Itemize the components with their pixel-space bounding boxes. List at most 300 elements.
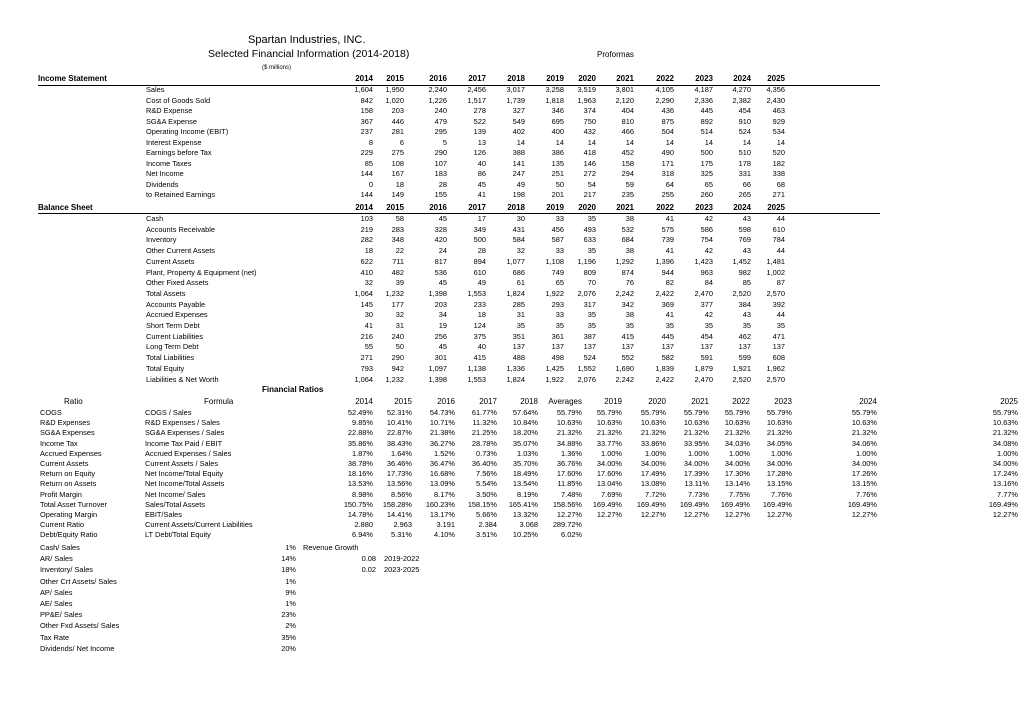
table-cell: 2,570 xyxy=(766,374,785,384)
ratio-projection: 12.27% xyxy=(992,510,1018,519)
ratio-value: 13.32% xyxy=(512,510,538,519)
ratio-year-header: 2014 xyxy=(355,397,373,406)
row-label: Total Liabilities xyxy=(146,353,195,363)
ratio-projection: 169.49% xyxy=(720,499,750,509)
ratio-projection: 1.00% xyxy=(997,448,1018,458)
ratio-average: 158.56% xyxy=(552,499,582,509)
table-cell: 41 xyxy=(665,214,674,223)
assumption-value: 14% xyxy=(281,554,296,564)
table-cell: 520 xyxy=(772,148,785,157)
table-cell: 137 xyxy=(738,342,751,352)
table-cell: 139 xyxy=(473,127,486,136)
table-cell: 35 xyxy=(742,321,751,330)
proformas-label: Proformas xyxy=(597,50,634,59)
table-cell: 293 xyxy=(551,299,564,309)
ratio-projection: 7.77% xyxy=(997,489,1018,499)
table-cell: 361 xyxy=(551,331,564,341)
table-cell: 8 xyxy=(368,137,373,147)
ratio-name: Accrued Expenses xyxy=(40,448,102,458)
assumption-value: 1% xyxy=(285,543,296,552)
table-cell: 377 xyxy=(700,299,713,309)
table-cell: 43 xyxy=(742,246,751,256)
ratio-projection: 21.32% xyxy=(992,428,1018,438)
year-header: 2021 xyxy=(616,74,634,83)
ratio-formula: Net Income/ Sales xyxy=(145,489,206,499)
table-cell: 1,962 xyxy=(766,363,785,373)
table-cell: 175 xyxy=(700,158,713,168)
table-cell: 58 xyxy=(395,214,404,223)
table-cell: 695 xyxy=(551,116,564,126)
table-cell: 4,270 xyxy=(732,85,751,94)
table-cell: 126 xyxy=(473,148,486,157)
table-cell: 1,922 xyxy=(545,288,564,298)
table-cell: 70 xyxy=(587,278,596,288)
table-cell: 32 xyxy=(364,278,373,288)
income-statement-label: Income Statement xyxy=(38,74,107,83)
table-cell: 875 xyxy=(661,116,674,126)
assumption-label: Tax Rate xyxy=(40,632,70,642)
ratio-name: Income Tax xyxy=(40,438,78,448)
year-header: 2016 xyxy=(429,203,447,212)
table-cell: 534 xyxy=(772,127,785,136)
assumption-label: Inventory/ Sales xyxy=(40,565,93,575)
row-label: Earnings before Tax xyxy=(146,148,212,157)
ratio-value: 35.07% xyxy=(512,438,538,448)
table-cell: 14 xyxy=(587,137,596,147)
table-cell: 810 xyxy=(621,116,634,126)
table-cell: 1,232 xyxy=(385,288,404,298)
table-cell: 1,020 xyxy=(385,95,404,105)
table-cell: 327 xyxy=(512,106,525,115)
table-cell: 137 xyxy=(551,342,564,352)
ratio-value: 13.56% xyxy=(386,479,412,489)
ratio-projection: 7.75% xyxy=(729,489,750,499)
table-cell: 61 xyxy=(516,278,525,288)
table-cell: 418 xyxy=(583,148,596,157)
table-cell: 137 xyxy=(700,342,713,352)
table-cell: 233 xyxy=(473,299,486,309)
row-label: Current Liabilities xyxy=(146,331,204,341)
table-cell: 784 xyxy=(772,235,785,245)
table-cell: 85 xyxy=(742,278,751,288)
ratio-projection: 34.00% xyxy=(992,459,1018,468)
row-label: Operating Income (EBIT) xyxy=(146,127,229,136)
ratio-average: 55.79% xyxy=(556,408,582,417)
table-cell: 38 xyxy=(625,246,634,256)
table-cell: 454 xyxy=(700,331,713,341)
table-cell: 809 xyxy=(583,267,596,277)
year-header: 2025 xyxy=(767,74,785,83)
table-cell: 552 xyxy=(621,353,634,363)
ratio-value: 38.78% xyxy=(347,459,373,468)
ratio-value: 5.31% xyxy=(391,530,412,540)
ratio-projection: 169.49% xyxy=(679,499,709,509)
row-label: Income Taxes xyxy=(146,158,192,168)
table-cell: 182 xyxy=(772,158,785,168)
table-cell: 137 xyxy=(661,342,674,352)
table-cell: 400 xyxy=(551,127,564,136)
year-header: 2015 xyxy=(386,203,404,212)
table-cell: 3,519 xyxy=(577,85,596,94)
table-cell: 45 xyxy=(438,342,447,352)
table-cell: 265 xyxy=(738,190,751,199)
table-cell: 1,064 xyxy=(354,374,373,384)
table-cell: 1,232 xyxy=(385,374,404,384)
table-cell: 2,422 xyxy=(655,288,674,298)
table-cell: 18 xyxy=(395,179,404,189)
table-cell: 331 xyxy=(738,169,751,178)
ratio-value: 22.88% xyxy=(347,428,373,438)
table-cell: 504 xyxy=(661,127,674,136)
ratio-projection: 21.32% xyxy=(724,428,750,438)
ratio-value: 1.87% xyxy=(352,448,373,458)
ratio-value: 21.38% xyxy=(429,428,455,438)
ratio-projection: 21.32% xyxy=(683,428,709,438)
table-cell: 1,452 xyxy=(732,256,751,266)
table-cell: 30 xyxy=(364,310,373,320)
table-cell: 318 xyxy=(661,169,674,178)
ratio-year-header: 2020 xyxy=(648,397,666,406)
table-cell: 1,425 xyxy=(545,363,564,373)
table-cell: 18 xyxy=(364,246,373,256)
ratio-value: 8.56% xyxy=(391,489,412,499)
table-cell: 14 xyxy=(625,137,634,147)
table-cell: 2,076 xyxy=(577,374,596,384)
table-cell: 1,553 xyxy=(467,374,486,384)
assumption-label: Dividends/ Net Income xyxy=(40,643,115,653)
ratio-value: 38.43% xyxy=(386,438,412,448)
table-cell: 1,824 xyxy=(506,288,525,298)
year-header: 2020 xyxy=(578,203,596,212)
table-cell: 256 xyxy=(434,331,447,341)
row-label: Accrued Expenses xyxy=(146,310,208,320)
row-label: Cash xyxy=(146,214,164,223)
table-cell: 317 xyxy=(583,299,596,309)
table-cell: 462 xyxy=(738,331,751,341)
table-cell: 445 xyxy=(700,106,713,115)
ratio-formula: R&D Expenses / Sales xyxy=(145,418,220,428)
table-cell: 44 xyxy=(776,310,785,320)
table-cell: 549 xyxy=(512,116,525,126)
ratio-projection: 169.49% xyxy=(847,499,877,509)
table-cell: 4,187 xyxy=(694,85,713,94)
table-cell: 892 xyxy=(700,116,713,126)
ratio-formula: SG&A Expenses / Sales xyxy=(145,428,225,438)
ratio-value: 8.98% xyxy=(352,489,373,499)
growth-rate: 0.02 xyxy=(361,565,376,575)
table-cell: 281 xyxy=(391,127,404,136)
averages-header: Averages xyxy=(548,397,582,406)
ratio-projection: 55.79% xyxy=(992,408,1018,417)
ratio-value: 21.25% xyxy=(471,428,497,438)
table-cell: 64 xyxy=(665,179,674,189)
table-cell: 32 xyxy=(516,246,525,256)
row-label: Cost of Goods Sold xyxy=(146,95,211,105)
ratio-projection: 13.11% xyxy=(684,479,709,489)
table-cell: 19 xyxy=(438,321,447,330)
row-label: Current Assets xyxy=(146,256,195,266)
table-cell: 50 xyxy=(555,179,564,189)
ratio-name: R&D Expenses xyxy=(40,418,91,428)
formula-col-header: Formula xyxy=(204,397,234,406)
table-cell: 482 xyxy=(391,267,404,277)
table-cell: 2,520 xyxy=(732,288,751,298)
ratio-average: 11.85% xyxy=(557,479,582,489)
table-cell: 76 xyxy=(625,278,634,288)
table-cell: 532 xyxy=(621,224,634,234)
ratio-projection: 34.00% xyxy=(724,459,750,468)
ratio-projection: 12.27% xyxy=(766,510,792,519)
assumption-label: AE/ Sales xyxy=(40,599,73,608)
table-cell: 14 xyxy=(742,137,751,147)
table-cell: 146 xyxy=(583,158,596,168)
assumption-value: 20% xyxy=(281,643,296,653)
ratio-name: Total Asset Turnover xyxy=(40,499,107,509)
table-cell: 217 xyxy=(583,190,596,199)
table-cell: 1,097 xyxy=(428,363,447,373)
table-cell: 24 xyxy=(438,246,447,256)
table-cell: 498 xyxy=(551,353,564,363)
ratio-year-header: 2024 xyxy=(859,397,877,406)
table-cell: 1,002 xyxy=(766,267,785,277)
table-cell: 108 xyxy=(391,158,404,168)
table-cell: 14 xyxy=(704,137,713,147)
row-label: Short Term Debt xyxy=(146,321,200,330)
table-cell: 754 xyxy=(700,235,713,245)
table-cell: 66 xyxy=(742,179,751,189)
table-cell: 31 xyxy=(516,310,525,320)
table-cell: 35 xyxy=(704,321,713,330)
ratio-projection: 17.26% xyxy=(851,469,877,479)
assumption-value: 1% xyxy=(285,576,296,586)
table-cell: 2,430 xyxy=(766,95,785,105)
growth-period: 2019-2022 xyxy=(384,554,420,563)
ratio-average: 34.88% xyxy=(556,438,582,448)
ratio-projection: 10.63% xyxy=(724,418,750,428)
table-cell: 34 xyxy=(438,310,447,320)
table-cell: 32 xyxy=(395,310,404,320)
table-cell: 295 xyxy=(434,127,447,136)
row-label: SG&A Expense xyxy=(146,116,197,126)
row-label: Other Fixed Assets xyxy=(146,278,209,288)
table-cell: 500 xyxy=(700,148,713,157)
ratio-average: 36.76% xyxy=(556,459,582,468)
ratio-value: 4.10% xyxy=(434,530,455,540)
ratio-value: 1.52% xyxy=(434,448,455,458)
table-cell: 137 xyxy=(772,342,785,352)
row-label: Sales xyxy=(146,85,165,94)
table-cell: 1,690 xyxy=(615,363,634,373)
ratio-formula: Net Income/Total Equity xyxy=(145,469,224,479)
table-cell: 410 xyxy=(360,267,373,277)
growth-rate: 0.08 xyxy=(361,554,376,563)
table-cell: 387 xyxy=(583,331,596,341)
table-cell: 1,064 xyxy=(354,288,373,298)
ratio-formula: Current Assets/Current Liabilities xyxy=(145,520,253,530)
table-cell: 35 xyxy=(587,214,596,223)
table-cell: 575 xyxy=(661,224,674,234)
table-cell: 35 xyxy=(587,321,596,330)
ratio-value: 13.53% xyxy=(347,479,373,489)
ratio-value: 35.70% xyxy=(512,459,538,468)
ratio-name: Profit Margin xyxy=(40,489,82,499)
table-cell: 610 xyxy=(772,224,785,234)
table-cell: 2,290 xyxy=(655,95,674,105)
table-cell: 944 xyxy=(661,267,674,277)
company-title: Spartan Industries, INC. xyxy=(248,34,366,46)
table-cell: 769 xyxy=(738,235,751,245)
table-cell: 171 xyxy=(661,158,674,168)
ratio-name: Current Assets xyxy=(40,459,89,468)
table-cell: 35 xyxy=(587,246,596,256)
year-header: 2015 xyxy=(386,74,404,83)
table-cell: 598 xyxy=(738,224,751,234)
table-cell: 749 xyxy=(551,267,564,277)
table-cell: 28 xyxy=(438,179,447,189)
table-cell: 1,481 xyxy=(766,256,785,266)
ratio-value: 52.49% xyxy=(347,408,373,417)
ratio-projection: 7.73% xyxy=(688,489,709,499)
table-cell: 2,382 xyxy=(732,95,751,105)
table-cell: 137 xyxy=(621,342,634,352)
table-cell: 1,879 xyxy=(694,363,713,373)
table-cell: 1,922 xyxy=(545,374,564,384)
table-cell: 2,240 xyxy=(428,85,447,94)
ratio-value: 5.54% xyxy=(476,479,497,489)
ratio-formula: Net Income/Total Assets xyxy=(145,479,225,489)
year-header: 2023 xyxy=(695,74,713,83)
assumption-label: AR/ Sales xyxy=(40,554,73,564)
ratio-value: 2.880 xyxy=(354,520,373,530)
year-header: 2018 xyxy=(507,74,525,83)
table-cell: 622 xyxy=(360,256,373,266)
ratio-year-header: 2022 xyxy=(732,397,750,406)
table-cell: 14 xyxy=(555,137,564,147)
table-cell: 633 xyxy=(583,235,596,245)
ratio-projection: 13.08% xyxy=(640,479,666,489)
table-cell: 514 xyxy=(700,127,713,136)
table-cell: 260 xyxy=(700,190,713,199)
table-cell: 3,017 xyxy=(506,85,525,94)
table-cell: 167 xyxy=(391,169,404,178)
table-cell: 124 xyxy=(473,321,486,330)
ratio-value: 28.78% xyxy=(471,438,497,448)
ratio-projection: 17.39% xyxy=(683,469,709,479)
ratio-projection: 1.00% xyxy=(729,448,750,458)
table-cell: 793 xyxy=(360,363,373,373)
row-label: Total Assets xyxy=(146,288,186,298)
table-cell: 415 xyxy=(621,331,634,341)
year-header: 2023 xyxy=(695,203,713,212)
table-cell: 463 xyxy=(772,106,785,115)
table-cell: 216 xyxy=(360,331,373,341)
assumption-value: 2% xyxy=(285,621,296,631)
table-cell: 275 xyxy=(391,148,404,157)
table-cell: 500 xyxy=(473,235,486,245)
table-cell: 686 xyxy=(512,267,525,277)
ratio-value: 61.77% xyxy=(471,408,497,417)
table-cell: 39 xyxy=(395,278,404,288)
ratio-value: 3.51% xyxy=(476,530,497,540)
ratio-projection: 13.15% xyxy=(766,479,792,489)
ratio-projection: 17.30% xyxy=(724,469,750,479)
table-cell: 145 xyxy=(360,299,373,309)
table-cell: 894 xyxy=(473,256,486,266)
table-cell: 107 xyxy=(434,158,447,168)
financial-ratios-title: Financial Ratios xyxy=(262,385,324,394)
table-cell: 137 xyxy=(583,342,596,352)
ratio-year-header: 2025 xyxy=(1000,397,1018,406)
ratio-projection: 34.00% xyxy=(766,459,792,468)
ratio-value: 18.20% xyxy=(512,428,538,438)
table-cell: 54 xyxy=(587,179,596,189)
table-cell: 68 xyxy=(776,179,785,189)
table-cell: 325 xyxy=(700,169,713,178)
table-cell: 18 xyxy=(477,310,486,320)
ratio-value: 3.068 xyxy=(519,520,538,530)
table-cell: 349 xyxy=(473,224,486,234)
ratio-projection: 33.86% xyxy=(640,438,666,448)
table-cell: 874 xyxy=(621,267,634,277)
table-cell: 1,423 xyxy=(694,256,713,266)
ratio-value: 1.64% xyxy=(391,448,412,458)
table-cell: 45 xyxy=(438,278,447,288)
table-cell: 454 xyxy=(738,106,751,115)
table-cell: 2,336 xyxy=(694,95,713,105)
table-cell: 2,570 xyxy=(766,288,785,298)
ratio-projection: 17.24% xyxy=(992,469,1018,479)
row-label: Accounts Receivable xyxy=(146,224,216,234)
year-header: 2014 xyxy=(355,203,373,212)
ratio-projection: 1.00% xyxy=(771,448,792,458)
ratio-formula: COGS / Sales xyxy=(145,408,192,417)
table-cell: 1,226 xyxy=(428,95,447,105)
ratio-projection: 1.00% xyxy=(601,448,622,458)
table-cell: 82 xyxy=(665,278,674,288)
table-cell: 301 xyxy=(434,353,447,363)
table-cell: 1,077 xyxy=(506,256,525,266)
table-cell: 33 xyxy=(555,310,564,320)
ratio-projection: 12.27% xyxy=(724,510,750,519)
row-label: Long Term Debt xyxy=(146,342,199,352)
ratio-value: 14.41% xyxy=(386,510,412,519)
ratio-projection: 21.32% xyxy=(766,428,792,438)
table-cell: 610 xyxy=(473,267,486,277)
table-cell: 1,552 xyxy=(577,363,596,373)
row-label: Accounts Payable xyxy=(146,299,206,309)
year-header: 2019 xyxy=(546,203,564,212)
table-cell: 586 xyxy=(700,224,713,234)
year-header: 2021 xyxy=(616,203,634,212)
balance-sheet-label: Balance Sheet xyxy=(38,203,93,212)
table-cell: 44 xyxy=(776,246,785,256)
table-cell: 65 xyxy=(555,278,564,288)
ratio-value: 2.384 xyxy=(478,520,497,530)
assumption-label: AP/ Sales xyxy=(40,587,73,597)
row-label: Total Equity xyxy=(146,363,185,373)
ratio-value: 10.84% xyxy=(512,418,538,428)
ratio-projection: 10.63% xyxy=(992,418,1018,428)
ratio-formula: Accrued Expenses / Sales xyxy=(145,448,232,458)
ratio-projection: 169.49% xyxy=(636,499,666,509)
table-cell: 155 xyxy=(434,190,447,199)
table-cell: 177 xyxy=(391,299,404,309)
ratio-projection: 33.95% xyxy=(683,438,709,448)
ratio-value: 2.963 xyxy=(393,520,412,530)
table-cell: 33 xyxy=(555,214,564,223)
table-cell: 55 xyxy=(364,342,373,352)
ratio-projection: 12.27% xyxy=(640,510,666,519)
